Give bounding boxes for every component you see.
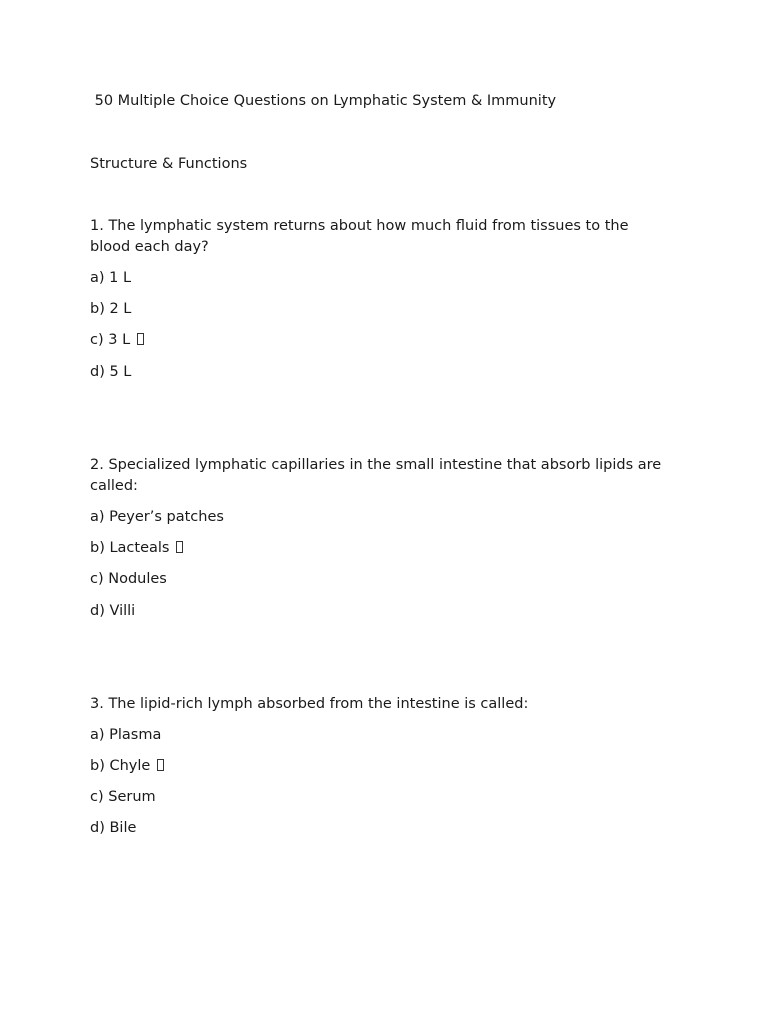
option-label: b) 2 L <box>90 301 132 317</box>
question-3-option-c <box>90 787 670 808</box>
option-label: a) 1 L <box>90 270 132 286</box>
question-3-option-d <box>90 818 670 839</box>
question-1-option-b <box>90 299 670 320</box>
question-3-option-a <box>90 725 670 746</box>
option-label: c) 3 L <box>90 332 131 348</box>
option-label: d) Bile <box>90 820 137 836</box>
option-label: b) Lacteals <box>90 540 170 556</box>
option-label: a) Plasma <box>90 727 162 743</box>
question-3-option-b <box>90 756 670 777</box>
question-2-option-a <box>90 507 670 528</box>
question-1-option-c <box>90 330 670 351</box>
option-label: c) Serum <box>90 789 156 805</box>
question-2-option-c <box>90 569 670 590</box>
option-label: b) Chyle <box>90 758 151 774</box>
checkmark-icon <box>157 759 164 771</box>
question-1-option-d <box>90 362 670 383</box>
checkmark-icon <box>176 541 183 553</box>
section-heading: Structure & Functions <box>90 156 248 172</box>
question-1-option-a <box>90 268 670 289</box>
question-3-text: 3. The lipid-rich lymph absorbed from the intestine is called: <box>90 696 529 712</box>
option-label: d) Villi <box>90 603 136 619</box>
question-2-option-b <box>90 538 670 559</box>
checkmark-icon <box>137 333 144 345</box>
document-title: 50 Multiple Choice Questions on Lymphatic System & Immunity <box>90 93 557 109</box>
question-2-option-d <box>90 601 670 622</box>
option-label: c) Nodules <box>90 571 167 587</box>
question-2-text: 2. Specialized lymphatic capillaries in the small intestine that absorb lipids are called: <box>90 457 666 494</box>
question-1-text: 1. The lymphatic system returns about how much fluid from tissues to the blood each day? <box>90 218 634 255</box>
option-label: d) 5 L <box>90 364 132 380</box>
option-label: a) Peyer’s patches <box>90 509 224 525</box>
